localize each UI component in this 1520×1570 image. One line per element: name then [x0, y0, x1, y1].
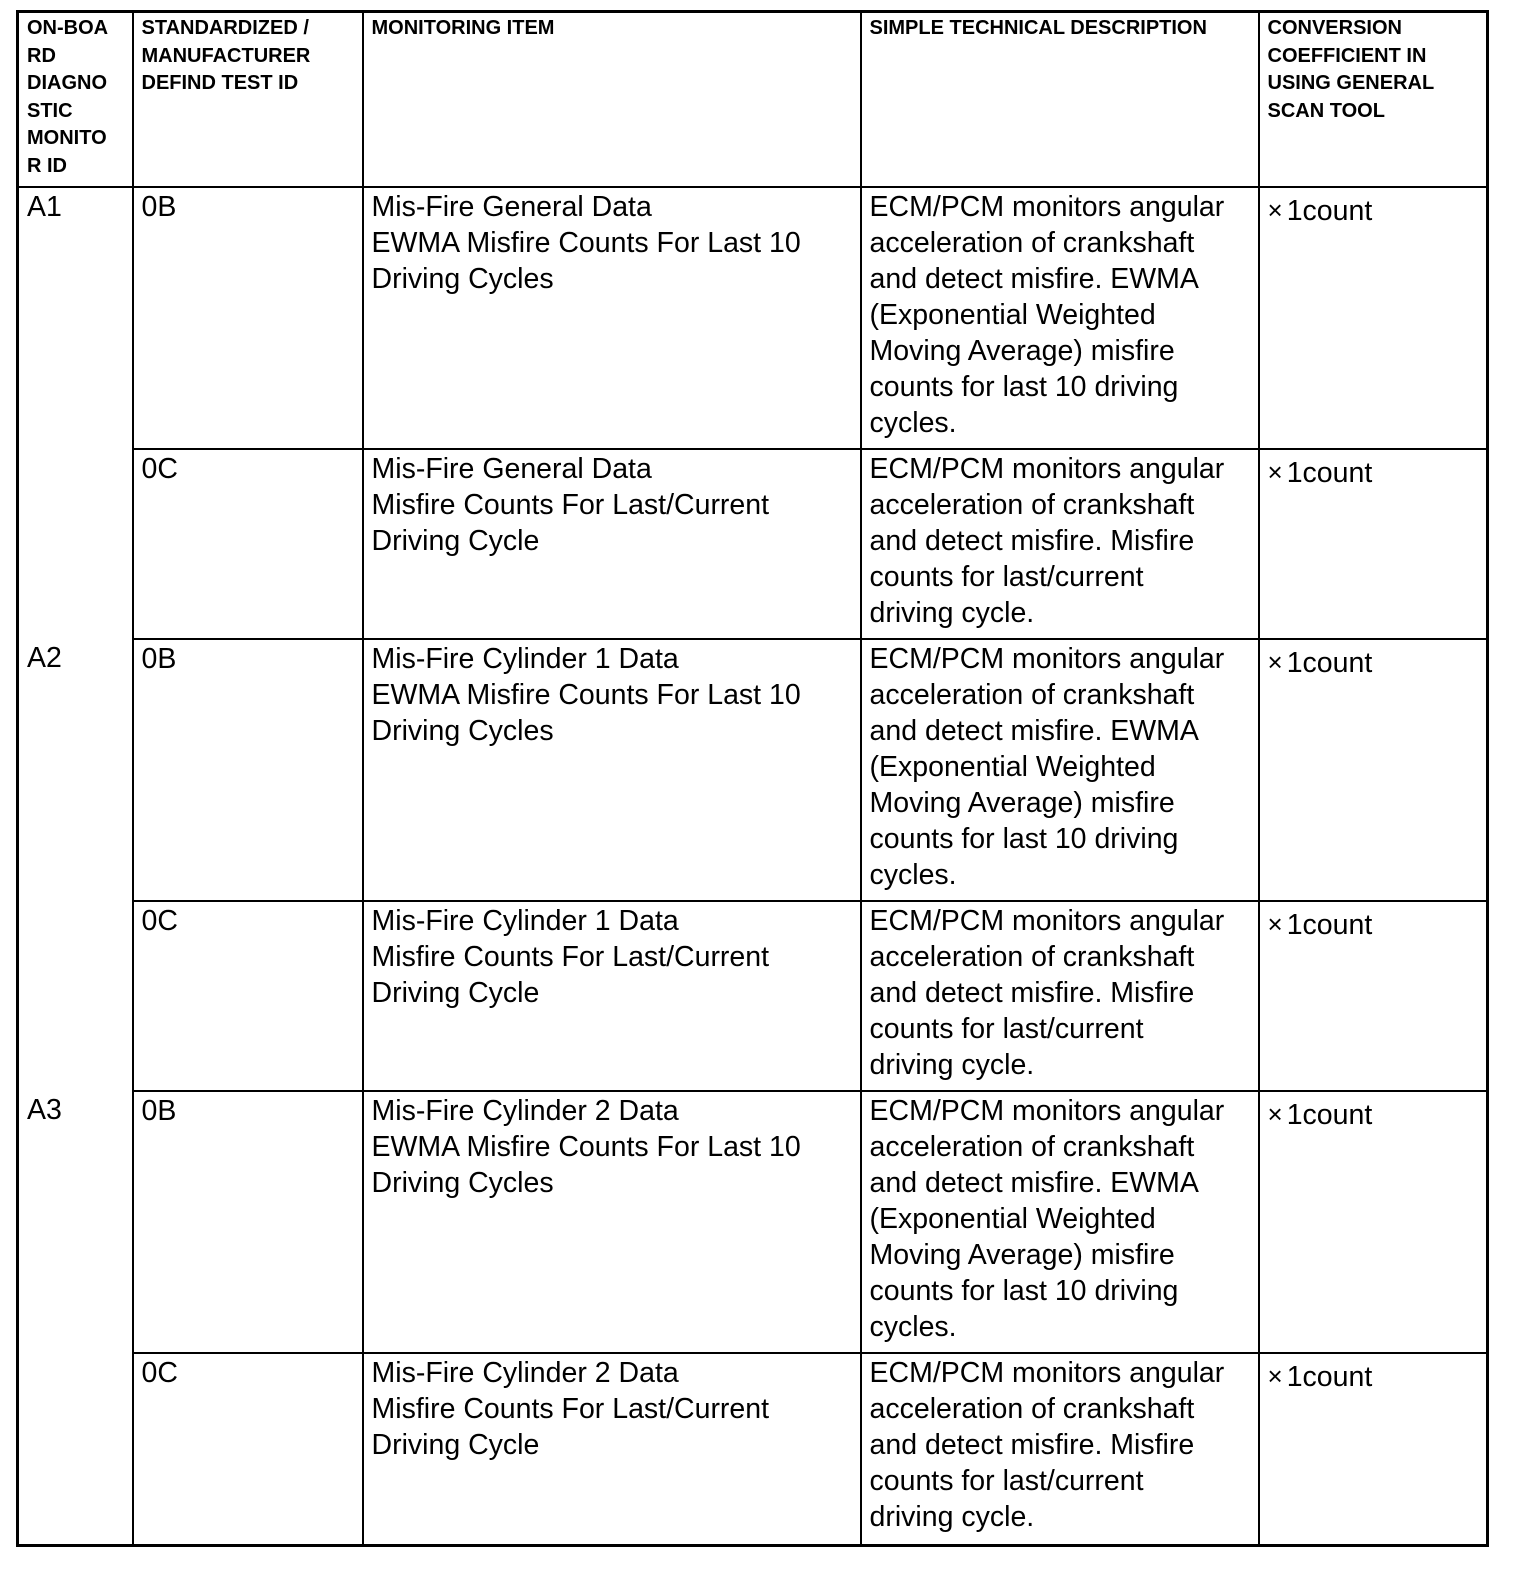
monitor-id-cell — [18, 901, 133, 1091]
desc-line: counts for last 10 driving — [869, 1275, 1179, 1307]
item-line: Mis-Fire General Data — [371, 191, 652, 223]
desc-line: Moving Average) misfire — [869, 1239, 1175, 1271]
conversion-value: 1count — [1286, 1099, 1373, 1131]
conversion-value: 1count — [1286, 457, 1373, 489]
description-cell — [861, 187, 1259, 449]
description-cell — [861, 1353, 1259, 1545]
header-line: STIC — [27, 99, 73, 122]
header-line: COEFFICIENT IN — [1267, 44, 1427, 67]
header-line: MANUFACTURER — [141, 44, 311, 67]
header-line: SCAN TOOL — [1267, 99, 1385, 122]
desc-line: acceleration of crankshaft — [869, 489, 1195, 521]
item-line: Driving Cycle — [371, 525, 540, 557]
monitor-id-cell — [18, 1353, 133, 1545]
desc-line: ECM/PCM monitors angular — [869, 1357, 1225, 1389]
conversion-cell — [1259, 639, 1488, 901]
test-id-cell: 0B — [133, 639, 363, 901]
monitoring-item-cell — [363, 1353, 861, 1545]
header-description: SIMPLE TECHNICAL DESCRIPTION — [861, 12, 1259, 188]
header-line: ON-BOA — [27, 17, 109, 39]
desc-line: and detect misfire. Misfire — [869, 525, 1195, 557]
desc-line: acceleration of crankshaft — [869, 1393, 1195, 1425]
item-line: Driving Cycle — [371, 1429, 540, 1461]
desc-line: acceleration of crankshaft — [869, 679, 1195, 711]
header-row — [18, 12, 1488, 188]
header-line: R ID — [27, 154, 67, 177]
desc-line: counts for last/current — [869, 1465, 1144, 1497]
description-cell — [861, 901, 1259, 1091]
description-cell — [861, 1091, 1259, 1353]
desc-line: cycles. — [869, 407, 957, 439]
monitoring-item-cell — [363, 901, 861, 1091]
multiply-symbol: × — [1267, 195, 1283, 225]
monitoring-item-cell — [363, 1091, 861, 1353]
header-line: MONITO — [27, 127, 107, 149]
desc-line: acceleration of crankshaft — [869, 941, 1195, 973]
monitor-id-cell: A2 — [18, 639, 133, 901]
header-line: USING GENERAL — [1267, 72, 1435, 94]
desc-line: and detect misfire. EWMA — [869, 1167, 1199, 1199]
header-line: DEFIND TEST ID — [141, 72, 299, 94]
header-line: CONVERSION — [1267, 17, 1402, 39]
item-line: Mis-Fire Cylinder 1 Data — [371, 643, 679, 675]
item-line: Mis-Fire Cylinder 2 Data — [371, 1357, 679, 1389]
conversion-value: 1count — [1286, 1361, 1373, 1393]
table-row — [18, 449, 1488, 639]
item-line: Misfire Counts For Last/Current — [371, 489, 770, 521]
item-line: Mis-Fire General Data — [371, 453, 652, 485]
desc-line: driving cycle. — [869, 1501, 1035, 1533]
item-line: Driving Cycles — [371, 263, 554, 295]
conversion-cell — [1259, 187, 1488, 449]
monitoring-item-cell — [363, 639, 861, 901]
desc-line: (Exponential Weighted — [869, 299, 1156, 331]
desc-line: and detect misfire. Misfire — [869, 977, 1195, 1009]
table-row — [18, 901, 1488, 1091]
item-line: EWMA Misfire Counts For Last 10 — [371, 679, 801, 711]
item-line: Misfire Counts For Last/Current — [371, 941, 770, 973]
desc-line: ECM/PCM monitors angular — [869, 1095, 1225, 1127]
desc-line: counts for last 10 driving — [869, 371, 1179, 403]
desc-line: (Exponential Weighted — [869, 751, 1156, 783]
header-monitor-id — [18, 12, 133, 188]
desc-line: driving cycle. — [869, 1049, 1035, 1081]
header-conversion — [1259, 12, 1488, 188]
desc-line: (Exponential Weighted — [869, 1203, 1156, 1235]
desc-line: counts for last/current — [869, 1013, 1144, 1045]
item-line: EWMA Misfire Counts For Last 10 — [371, 1131, 801, 1163]
monitoring-item-cell — [363, 187, 861, 449]
monitor-id-cell: A3 — [18, 1091, 133, 1353]
test-id-cell: 0C — [133, 449, 363, 639]
monitoring-item-cell — [363, 449, 861, 639]
conversion-value: 1count — [1286, 195, 1373, 227]
desc-line: counts for last/current — [869, 561, 1144, 593]
test-id-cell: 0C — [133, 1353, 363, 1545]
desc-line: acceleration of crankshaft — [869, 227, 1195, 259]
table-row — [18, 187, 1488, 449]
desc-line: driving cycle. — [869, 597, 1035, 629]
desc-line: cycles. — [869, 859, 957, 891]
item-line: Mis-Fire Cylinder 1 Data — [371, 905, 679, 937]
header-line: RD — [27, 44, 56, 67]
item-line: Driving Cycle — [371, 977, 540, 1009]
item-line: Driving Cycles — [371, 1167, 554, 1199]
monitoring-table — [16, 10, 1489, 1547]
conversion-value: 1count — [1286, 909, 1373, 941]
test-id-cell: 0C — [133, 901, 363, 1091]
desc-line: and detect misfire. EWMA — [869, 715, 1199, 747]
conversion-cell — [1259, 901, 1488, 1091]
header-line: DIAGNO — [27, 72, 107, 94]
multiply-symbol: × — [1267, 909, 1283, 939]
item-line: EWMA Misfire Counts For Last 10 — [371, 227, 801, 259]
conversion-cell — [1259, 449, 1488, 639]
description-cell — [861, 639, 1259, 901]
desc-line: and detect misfire. EWMA — [869, 263, 1199, 295]
desc-line: Moving Average) misfire — [869, 335, 1175, 367]
conversion-cell — [1259, 1091, 1488, 1353]
desc-line: acceleration of crankshaft — [869, 1131, 1195, 1163]
desc-line: ECM/PCM monitors angular — [869, 905, 1225, 937]
test-id-cell: 0B — [133, 187, 363, 449]
table-row — [18, 1353, 1488, 1545]
header-line: STANDARDIZED / — [141, 17, 309, 39]
test-id-cell: 0B — [133, 1091, 363, 1353]
header-monitoring-item: MONITORING ITEM — [363, 12, 861, 188]
desc-line: cycles. — [869, 1311, 957, 1343]
table-row — [18, 1091, 1488, 1353]
table-row — [18, 639, 1488, 901]
header-test-id — [133, 12, 363, 188]
desc-line: ECM/PCM monitors angular — [869, 191, 1225, 223]
description-cell — [861, 449, 1259, 639]
multiply-symbol: × — [1267, 1361, 1283, 1391]
desc-line: ECM/PCM monitors angular — [869, 643, 1225, 675]
item-line: Driving Cycles — [371, 715, 554, 747]
desc-line: and detect misfire. Misfire — [869, 1429, 1195, 1461]
multiply-symbol: × — [1267, 457, 1283, 487]
desc-line: ECM/PCM monitors angular — [869, 453, 1225, 485]
desc-line: counts for last 10 driving — [869, 823, 1179, 855]
desc-line: Moving Average) misfire — [869, 787, 1175, 819]
multiply-symbol: × — [1267, 1099, 1283, 1129]
conversion-value: 1count — [1286, 647, 1373, 679]
conversion-cell — [1259, 1353, 1488, 1545]
monitor-id-cell: A1 — [18, 187, 133, 449]
monitor-id-cell — [18, 449, 133, 639]
multiply-symbol: × — [1267, 647, 1283, 677]
item-line: Mis-Fire Cylinder 2 Data — [371, 1095, 679, 1127]
item-line: Misfire Counts For Last/Current — [371, 1393, 770, 1425]
